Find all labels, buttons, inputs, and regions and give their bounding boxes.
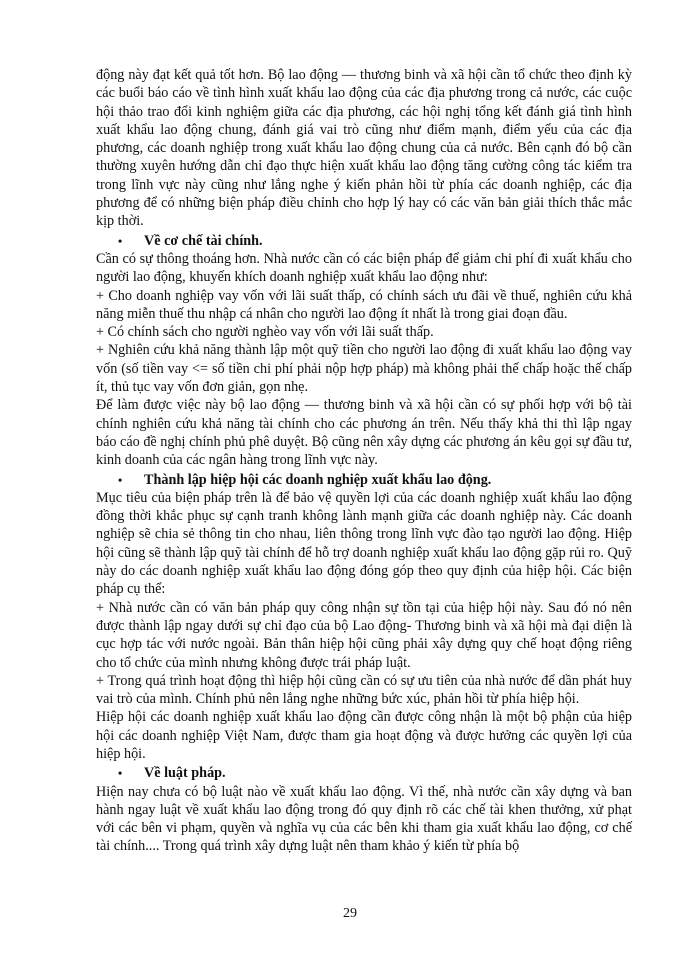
heading-text: Về luật pháp. <box>144 765 226 782</box>
paragraph-law: Hiện nay chưa có bộ luật nào về xuất khẩu lao động. Vì thế, nhà nước cần xây dựng và ban hành ngay luật về xuất khẩu lao động trong đó quy định rõ các chế tài khen thưởng, xử phạt với các bên vi phạm, quyền và nghĩa vụ của các bên khi tham gia xuất khẩu lao động, cơ chế tài chính.... Trong quá trình xây dựng luật nên tham khảo ý kiến từ phía bộ <box>96 783 632 855</box>
list-item-financial-1: + Cho doanh nghiệp vay vốn với lãi suất thấp, có chính sách ưu đãi về thuế, nghiên cứu khả năng miễn thuế thu nhập cá nhân cho người lao động ít nhất là trong giai đoạn đầu. <box>96 287 632 322</box>
heading-text: Về cơ chế tài chính. <box>144 232 263 249</box>
list-item-association-2: + Trong quá trình hoạt động thì hiệp hội cũng cần có sự ưu tiên của nhà nước để dần phát huy vai trò của mình. Chính phủ nên lắng nghe những bức xúc, phản hồi từ phía hiệp hội. <box>96 672 632 708</box>
bullet-icon: • <box>118 233 123 248</box>
page-body <box>96 66 632 856</box>
heading-association <box>96 471 632 489</box>
heading-law <box>96 764 632 782</box>
bullet-icon: • <box>118 766 123 781</box>
heading-text: Thành lập hiệp hội các doanh nghiệp xuất khẩu lao động. <box>144 471 492 488</box>
paragraph-financial-close: Để làm được việc này bộ lao động — thương binh và xã hội cần có sự phối hợp với bộ tài chính nghiên cứu khả năng tài chính cho các phương án trên. Nếu thấy khả thi thì lập ngay báo cáo đề nghị chính phủ phê duyệt. Bộ cũng nên xây dựng các phương án kêu gọi sự đầu tư, kinh doanh của các ngân hàng trong lĩnh vực này. <box>96 397 632 469</box>
page-number: 29 <box>343 906 357 921</box>
list-item-association-1: + Nhà nước cần có văn bản pháp quy công nhận sự tồn tại của hiệp hội này. Sau đó nó nên được thành lập ngay dưới sự chỉ đạo của bộ Lao động- Thương binh và xã hội mà đại diện là cục hợp tác với nước ngoài. Bản thân hiệp hội cũng phải xây dựng quy chế hoạt động riêng cho tổ chức của mình nhưng không được trái pháp luật. <box>96 599 632 671</box>
paragraph-financial-intro: Cần có sự thông thoáng hơn. Nhà nước cần có các biện pháp để giảm chi phí đi xuất khẩu cho người lao động, khuyến khích doanh nghiệp xuất khẩu lao động như: <box>96 250 632 286</box>
paragraph-association-intro: Mục tiêu của biện pháp trên là để bảo vệ quyền lợi của các doanh nghiệp xuất khẩu lao động đồng thời khắc phục sự cạnh tranh không lành mạnh giữa các doanh nghiệp này. Các doanh nghiệp sẽ chia sẻ thông tin cho nhau, liên thông trong lĩnh vực đào tạo người lao động. Hiệp hội cũng sẽ thành lập quỹ tài chính để hỗ trợ doanh nghiệp xuất khẩu lao động gặp rủi ro. Quỹ này do các doanh nghiệp xuất khẩu lao động đóng góp theo quy định của hiệp hội. Các biện pháp cụ thể: <box>96 489 632 598</box>
paragraph-association-close: Hiệp hội các doanh nghiệp xuất khẩu lao động cần được công nhận là một bộ phận của hiệp hội các doanh nghiệp Việt Nam, được tham gia hoạt động và được hưởng các quyền lợi của hiệp hội. <box>96 709 632 762</box>
bullet-icon: • <box>118 472 123 487</box>
paragraph-intro: động này đạt kết quả tốt hơn. Bộ lao động — thương binh và xã hội cần tổ chức theo định kỳ các buổi báo cáo về tình hình xuất khẩu lao động của các địa phương trong cả nước, các cuộc hội thảo trao đổi kinh nghiệm giữa các địa phương, các hội nghị tổng kết đánh giá tình hình xuất khẩu lao động chung, đánh giá vai trò cũng như điểm mạnh, điểm yếu của các địa phương, các doanh nghiệp trong xuất khẩu lao động chung của cả nước. Bên cạnh đó bộ cần thường xuyên hướng dẫn chỉ đạo thực hiện xuất khẩu lao động tăng cường công tác kiểm tra trong lĩnh vực này cũng như lắng nghe ý kiến phản hồi từ phía các doanh nghiệp, các địa phương để có những biện pháp điều chỉnh cho hợp lý hay có các văn bản giải thích thắc mắc kịp thời. <box>96 67 632 230</box>
list-item-financial-3: + Nghiên cứu khả năng thành lập một quỹ tiền cho người lao động đi xuất khẩu lao động vay vốn (số tiền vay <= số tiền chi phí phải nộp hợp pháp) mà không phải thế chấp hoặc thế chấp ít, thủ tục vay vốn đơn giản, gọn nhẹ. <box>96 342 632 396</box>
heading-financial-mechanism <box>96 232 632 250</box>
list-item-financial-2: + Có chính sách cho người nghèo vay vốn với lãi suất thấp. <box>96 324 434 341</box>
